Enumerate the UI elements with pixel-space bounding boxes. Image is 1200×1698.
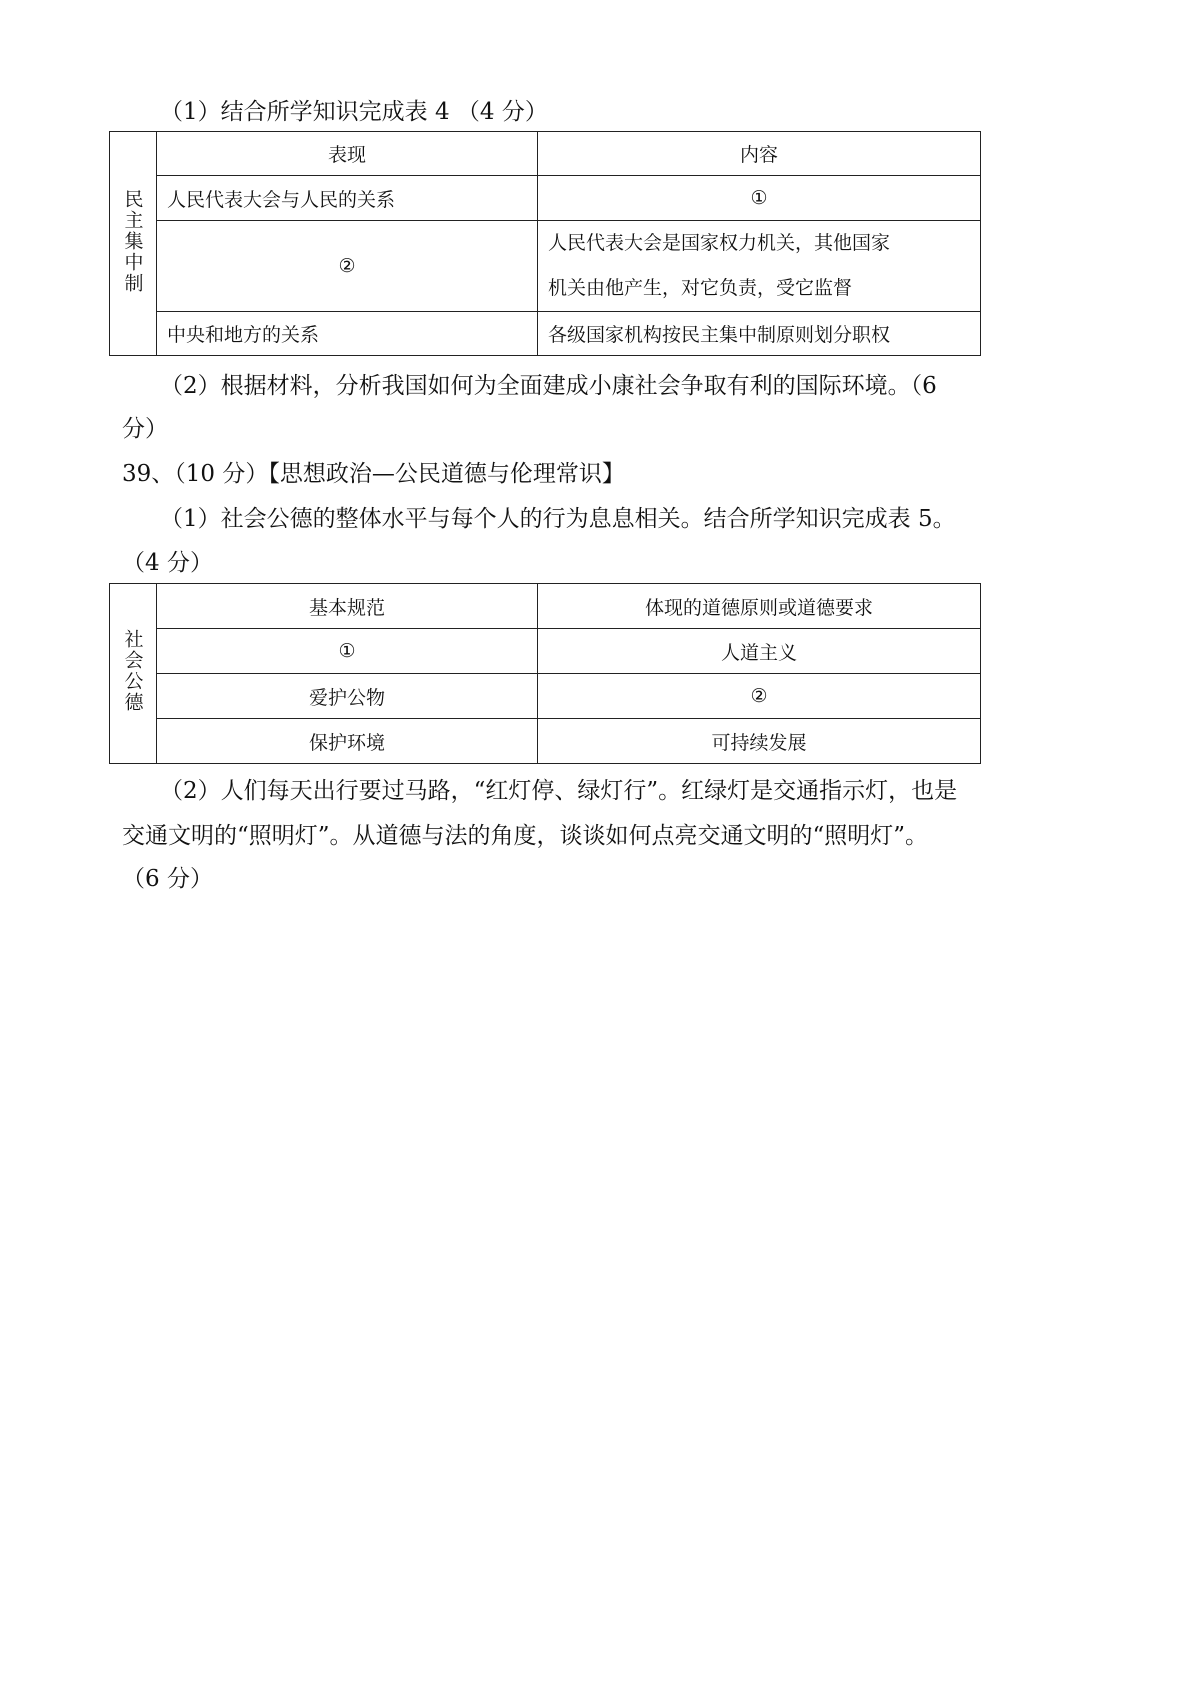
table4-cell: ① [538, 176, 981, 221]
table5-cell: 爱护公物 [157, 674, 538, 719]
table4-cell-multiline: 人民代表大会是国家权力机关，其他国家 机关由他产生，对它负责，受它监督 [538, 221, 981, 312]
q39-part2-cont2: （6 分） [122, 866, 213, 892]
table4-cell: 各级国家机构按民主集中制原则划分职权 [538, 312, 981, 356]
table4-cell: 中央和地方的关系 [157, 312, 538, 356]
q38-part2: （2）根据材料，分析我国如何为全面建成小康社会争取有利的国际环境。（6 [160, 373, 937, 399]
table5-cell: ② [538, 674, 981, 719]
table4-cell: 人民代表大会与人民的关系 [157, 176, 538, 221]
table-5 [109, 583, 981, 764]
q38-part1: （1）结合所学知识完成表 4 （4 分） [160, 99, 548, 125]
table5-cell: 保护环境 [157, 719, 538, 764]
q38-part2-cont: 分） [122, 416, 168, 442]
table5-cell: 可持续发展 [538, 719, 981, 764]
q39-part2-cont: 交通文明的“照明灯”。从道德与法的角度，谈谈如何点亮交通文明的“照明灯”。 [122, 823, 929, 849]
table4-cell: ② [157, 221, 538, 312]
q39-part1-cont: （4 分） [122, 550, 213, 576]
table5-cell: ① [157, 629, 538, 674]
table5-header-2: 体现的道德原则或道德要求 [538, 584, 981, 629]
table4-header-1: 表现 [157, 132, 538, 176]
table4-header-2: 内容 [538, 132, 981, 176]
table4-side-label: 民主集中制 [110, 132, 157, 356]
q39-title: 39、（10 分）【思想政治—公民道德与伦理常识】 [122, 461, 625, 487]
table5-header-1: 基本规范 [157, 584, 538, 629]
q39-part1: （1）社会公德的整体水平与每个人的行为息息相关。结合所学知识完成表 5。 [160, 506, 956, 532]
q39-part2: （2）人们每天出行要过马路，“红灯停、绿灯行”。红绿灯是交通指示灯，也是 [160, 778, 958, 804]
table5-cell: 人道主义 [538, 629, 981, 674]
table5-side-label: 社会公德 [110, 584, 157, 764]
table-4 [109, 131, 981, 356]
